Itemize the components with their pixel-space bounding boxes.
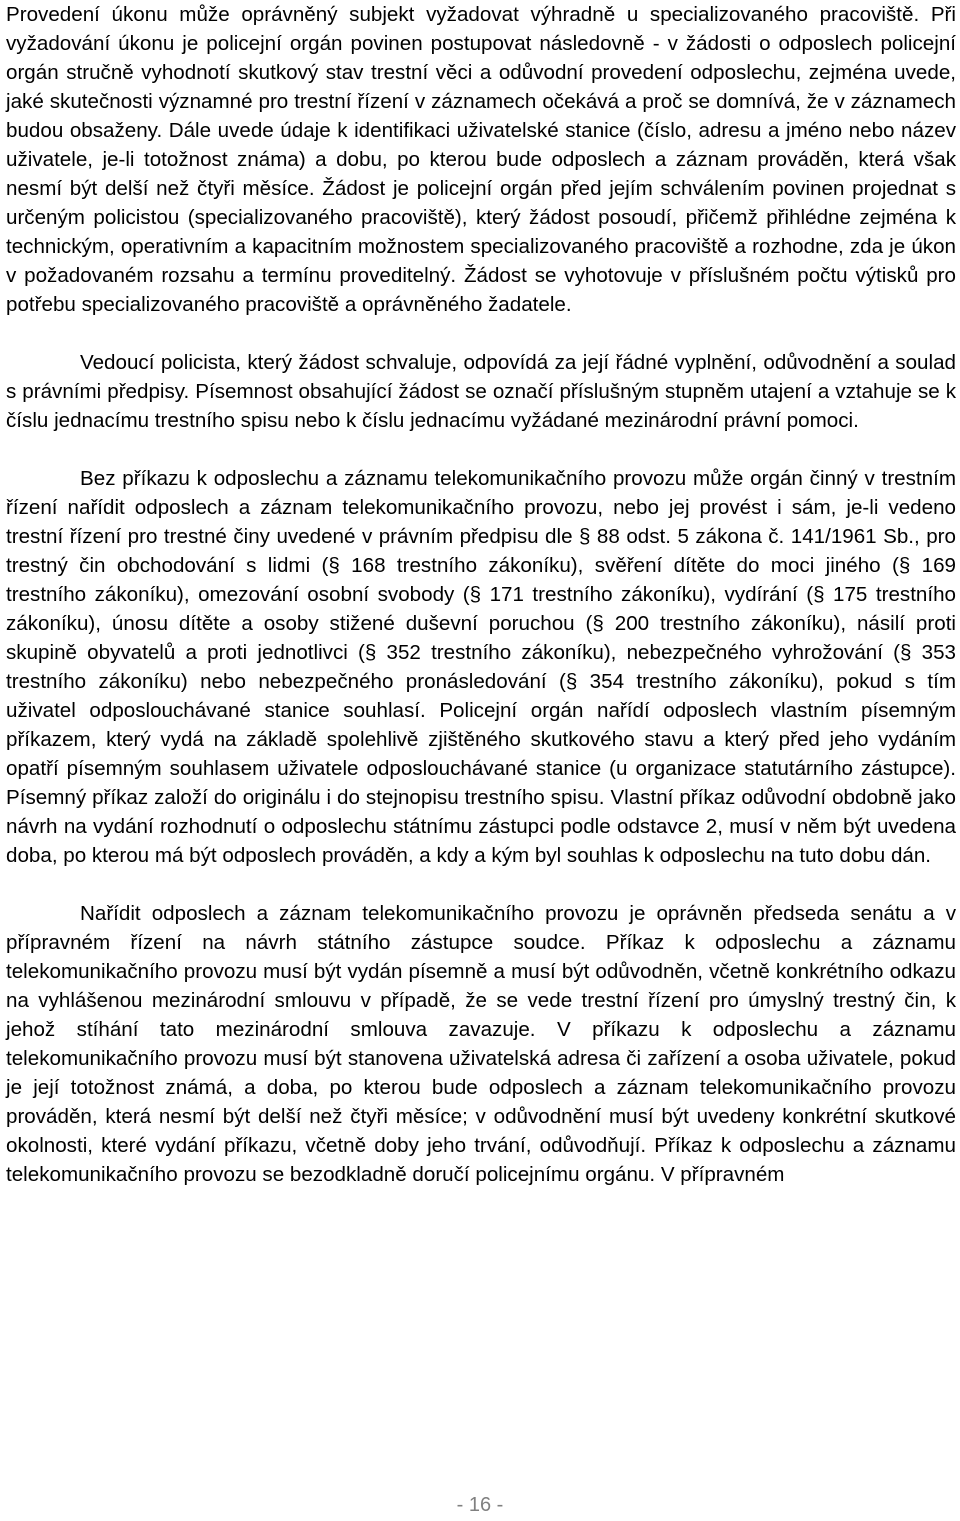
paragraph-3: Bez příkazu k odposlechu a záznamu telekomunikačního provozu může orgán činný v trestním řízení nařídit odposlech a záznam telekomunikačního provozu, nebo jej provést i sám, je-li vedeno trestní řízení pro trestné činy uvedené v právním předpisu dle § 88 odst. 5 zákona č. 141/1961 Sb., pro trestný čin obchodování s lidmi (§ 168 trestního zákoníku), svěření dítěte do moci jiného (§ 169 trestního zákoníku), omezování osobní svobody (§ 171 trestního zákoníku), vydírání (§ 175 trestního zákoníku), únosu dítěte a osoby stižené duševní poruchou (§ 200 trestního zákoníku), násilí proti skupině obyvatelů a proti jednotlivci (§ 352 trestního zákoníku), nebezpečného vyhrožování (§ 353 trestního zákoníku) nebo nebezpečného pronásledování (§ 354 trestního zákoníku), pokud s tím uživatel odposlouchávané stanice souhlasí. Policejní orgán nařídí odposlech vlastním písemným příkazem, který vydá na základě spolehlivě zjištěného skutkového stavu a který před jeho vydáním opatří písemným souhlasem uživatele odposlouchávané stanice (u organizace statutárního zástupce). Písemný příkaz založí do originálu i do stejnopisu trestního spisu. Vlastní příkaz odůvodní obdobně jako návrh na vydání rozhodnutí o odposlechu státnímu zástupci podle odstavce 2, musí v něm být uvedena doba, po kterou má být odposlech prováděn, a kdy a kým byl souhlas k odposlechu na tuto dobu dán. [6, 467, 956, 867]
page-number: - 16 - [456, 1494, 504, 1516]
paragraph-1: Provedení úkonu může oprávněný subjekt vyžadovat výhradně u specializovaného pracoviště. Při vyžadování úkonu je policejní orgán povinen postupovat následovně - v žádosti o odposlech policejní orgán stručně vyhodnotí skutkový stav trestní věci a odůvodní provedení odposlechu, zejména uvede, jaké skutečnosti významné pro trestní řízení v záznamech očekává a proč se domnívá, že v záznamech budou obsaženy. Dále uvede údaje k identifikaci uživatelské stanice (číslo, adresu a jméno nebo název uživatele, je-li totožnost známa) a dobu, po kterou bude odposlech a záznam prováděn, která však nesmí být delší než čtyři měsíce. Žádost je policejní orgán před jejím schválením povinen projednat s určeným policistou (specializovaného pracoviště), který žádost posoudí, přičemž přihlédne zejména k technickým, operativním a kapacitním možnostem specializovaného pracoviště a rozhodne, zda je úkon v požadovaném rozsahu a termínu proveditelný. Žádost se vyhotovuje v příslušném počtu výtisků pro potřebu specializovaného pracoviště a oprávněného žadatele. [6, 3, 956, 316]
paragraph-gap [6, 319, 956, 348]
paragraph-gap [6, 435, 956, 464]
paragraph-gap [6, 870, 956, 899]
paragraph-4: Nařídit odposlech a záznam telekomunikačního provozu je oprávněn předseda senátu a v přípravném řízení na návrh státního zástupce soudce. Příkaz k odposlechu a záznamu telekomunikačního provozu musí být vydán písemně a musí být odůvodněn, včetně konkrétního odkazu na vyhlášenou mezinárodní smlouvu v případě, že se vede trestní řízení pro úmyslný trestný čin, k jehož stíhání tato mezinárodní smlouva zavazuje. V příkazu k odposlechu a záznamu telekomunikačního provozu musí být stanovena uživatelská adresa či zařízení a osoba uživatele, pokud je její totožnost známá, a doba, po kterou bude odposlech a záznam telekomunikačního provozu prováděn, která nesmí být delší než čtyři měsíce; v odůvodnění musí být uvedeny konkrétní skutkové okolnosti, které vydání příkazu, včetně doby jeho trvání, odůvodňují. Příkaz k odposlechu a záznamu telekomunikačního provozu se bezodkladně doručí policejnímu orgánu. V přípravném [6, 902, 956, 1186]
paragraph-2: Vedoucí policista, který žádost schvaluje, odpovídá za její řádné vyplnění, odůvodnění a soulad s právními předpisy. Písemnost obsahující žádost se označí příslušným stupněm utajení a vztahuje se k číslu jednacímu trestního spisu nebo k číslu jednacímu vyžádané mezinárodní právní pomoci. [6, 351, 956, 432]
document-page [6, 0, 956, 1189]
